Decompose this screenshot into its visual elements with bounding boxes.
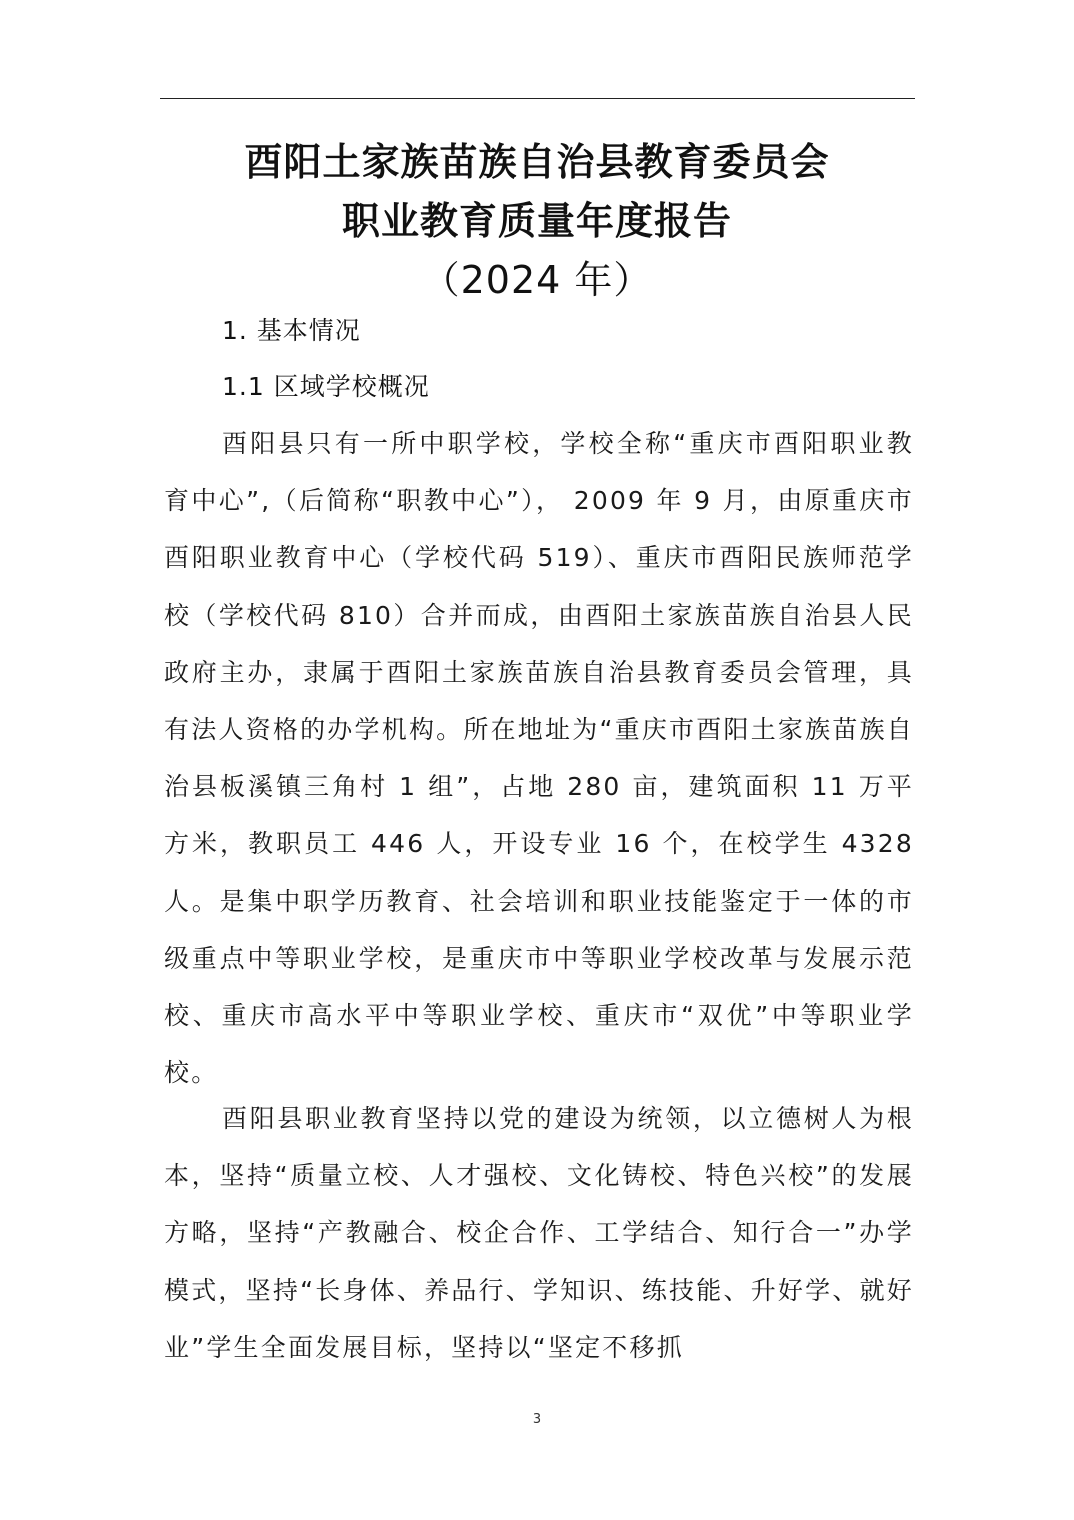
page-number: 3: [532, 1412, 542, 1427]
header-rule: [160, 98, 915, 99]
document-title-year: （2024 年）: [421, 258, 653, 302]
section-heading: 1. 基本情况: [222, 316, 361, 345]
document-title-line-1: 酉阳土家族苗族自治县教育委员会: [244, 139, 830, 184]
body-paragraph-1: 酉阳县只有一所中职学校，学校全称“重庆市酉阳职业教育中心”,（后简称“职教中心”）， 2009 年 9 月，由原重庆市酉阳职业教育中心（学校代码 519）、重庆市酉阳民族师范学校（学校代码 810）合并而成，由酉阳土家族苗族自治县人民政府主办，隶属于酉阳土家族苗族自治县教育委员会管理，具有法人资格的办学机构。所在地址为“重庆市酉阳土家族苗族自治县板溪镇三角村 1 组”，占地 280 亩，建筑面积 11 万平方米，教职员工 446 人，开设专业 16 个，在校学生 4328 人。是集中职学历教育、社会培训和职业技能鉴定于一体的市级重点中等职业学校，是重庆市中等职业学校改革与发展示范校、重庆市高水平中等职业学校、重庆市“双优”中等职业学校。: [164, 429, 914, 1088]
document-title-line-2: 职业教育质量年度报告: [341, 198, 732, 243]
subsection-heading: 1.1 区域学校概况: [222, 372, 430, 401]
body-paragraph-2: 酉阳县职业教育坚持以党的建设为统领，以立德树人为根本，坚持“质量立校、人才强校、文化铸校、特色兴校”的发展方略，坚持“产教融合、校企合作、工学结合、知行合一”办学模式，坚持“长身体、养品行、学知识、练技能、升好学、就好业”学生全面发展目标，坚持以“坚定不移抓: [164, 1104, 914, 1362]
